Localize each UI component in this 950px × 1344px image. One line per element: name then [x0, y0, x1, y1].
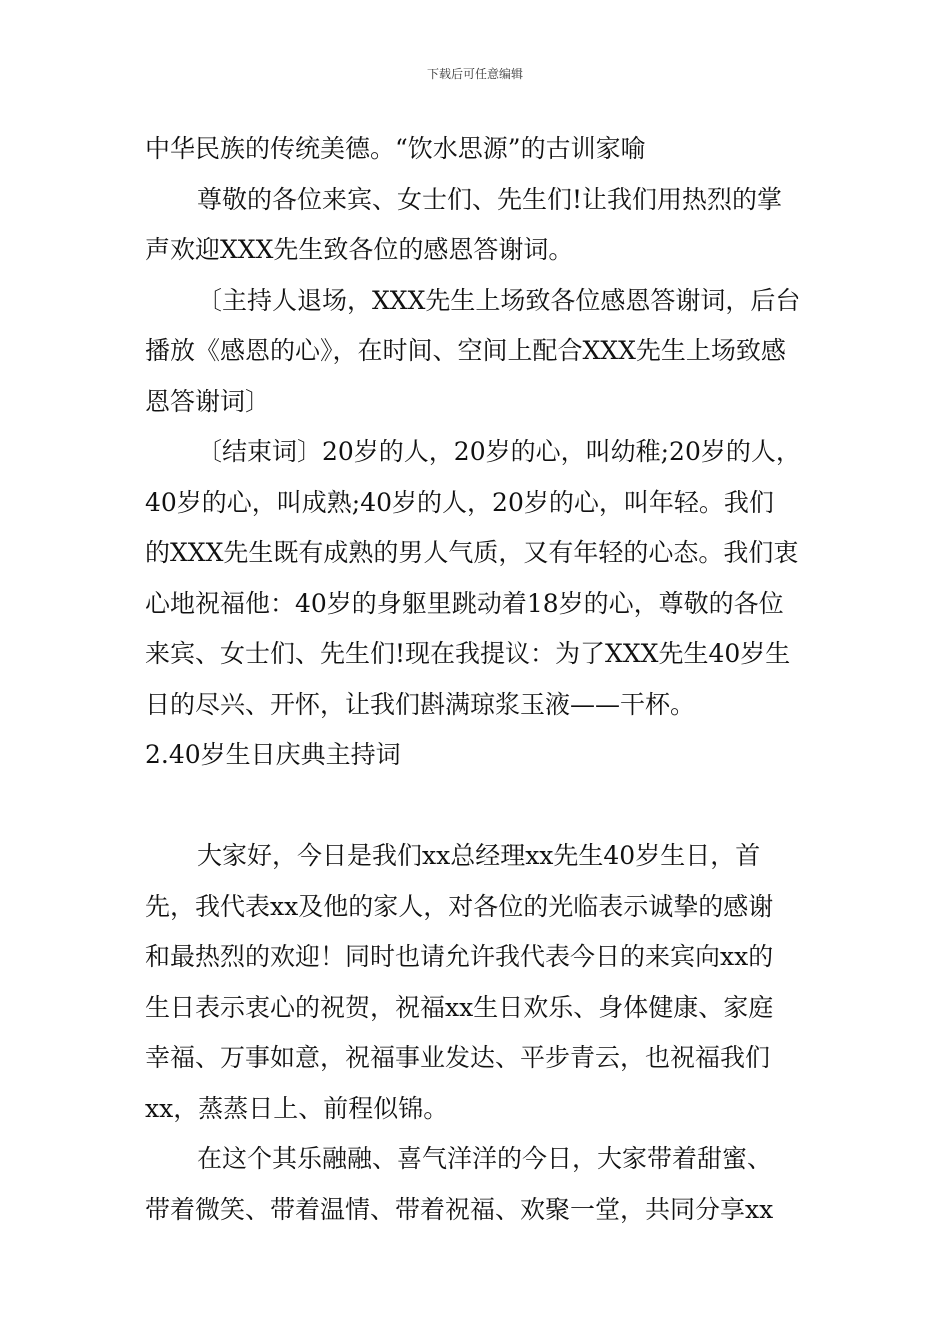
text-line: 生日表示衷心的祝贺，祝福xx生日欢乐、身体健康、家庭 — [145, 992, 774, 1022]
text-line: 来宾、女士们、先生们!现在我提议：为了XXX先生40岁生 — [145, 639, 791, 668]
document-body — [145, 124, 810, 1235]
text-line: 播放《感恩的心》，在时间、空间上配合XXX先生上场致感 — [145, 336, 786, 365]
section-heading: 2.40岁生日庆典主持词 — [145, 740, 401, 769]
text-line: xx，蒸蒸日上、前程似锦。 — [145, 1093, 449, 1123]
text-line: 40岁的心，叫成熟;40岁的人，20岁的心，叫年轻。我们 — [145, 487, 774, 517]
text-line: 幸福、万事如意，祝福事业发达、平步青云，也祝福我们 — [145, 1043, 771, 1072]
text-line: 声欢迎XXX先生致各位的感恩答谢词。 — [145, 235, 574, 264]
text-line: 在这个其乐融融、喜气洋洋的今日，大家带着甜蜜、 — [197, 1144, 773, 1173]
text-line: 日的尽兴、开怀，让我们斟满琼浆玉液——干杯。 — [145, 689, 696, 719]
text-line: 〔结束词〕20岁的人，20岁的心，叫幼稚;20岁的人， — [197, 437, 801, 466]
text-line: 中华民族的传统美德。“饮水思源”的古训家喻 — [145, 134, 646, 163]
text-line: 和最热烈的欢迎！同时也请允许我代表今日的来宾向xx的 — [145, 942, 774, 971]
text-line: 心地祝福他：40岁的身躯里跳动着18岁的心，尊敬的各位 — [145, 588, 784, 618]
blank-line — [145, 781, 810, 832]
text-line: 尊敬的各位来宾、女士们、先生们!让我们用热烈的掌 — [197, 184, 783, 214]
text-line: 先，我代表xx及他的家人，对各位的光临表示诚挚的感谢 — [145, 891, 774, 921]
text-line: 带着微笑、带着温情、带着祝福、欢聚一堂，共同分享xx — [145, 1194, 774, 1224]
page-header: 下载后可任意编辑 — [426, 67, 523, 81]
text-line: 恩答谢词〕 — [145, 386, 271, 416]
text-line: 大家好，今日是我们xx总经理xx先生40岁生日，首 — [197, 841, 761, 870]
text-line: 〔主持人退场，XXX先生上场致各位感恩答谢词，后台 — [197, 285, 801, 315]
text-line: 的XXX先生既有成熟的男人气质，又有年轻的心态。我们衷 — [145, 538, 799, 567]
